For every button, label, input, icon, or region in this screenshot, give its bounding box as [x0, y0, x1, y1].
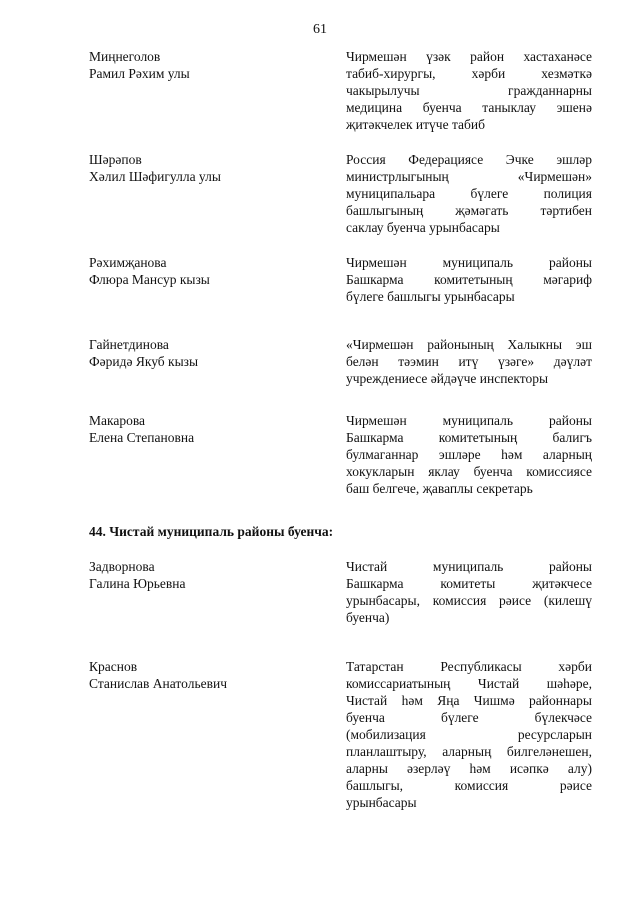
position-line: (мобилизация ресурсларын: [346, 727, 592, 742]
position-line: Чирмешән муниципаль районы: [346, 255, 592, 270]
member-entry: [0, 412, 640, 516]
position-line: урынбасары, комиссия рәисе (килешү: [346, 593, 592, 608]
member-name: [89, 558, 319, 592]
member-given-name: Флюра Мансур кызы: [89, 272, 210, 287]
member-position: [346, 336, 592, 387]
position-line: «Чирмешән районының Халыкны эш: [346, 337, 592, 352]
position-line: хокукларын яклау буенча комиссиясе: [346, 464, 592, 479]
member-position: [346, 558, 592, 626]
member-surname: Гайнетдинова: [89, 337, 169, 352]
member-given-name: Хәлил Шәфигулла улы: [89, 169, 221, 184]
commission-member-list: [0, 48, 640, 810]
position-line: министрлыгының «Чирмешән»: [346, 169, 592, 184]
member-entry: [0, 336, 640, 412]
position-line: табиб-хирургы, хәрби хезмәткә: [346, 66, 592, 81]
position-line: комиссариатының Чистай шәһәре,: [346, 676, 592, 691]
member-name: [89, 48, 319, 82]
member-name: [89, 412, 319, 446]
position-line: Чистай һәм Яңа Чишмә районнары: [346, 693, 592, 708]
position-line: Татарстан Республикасы хәрби: [346, 659, 592, 674]
position-line: белән тәэмин итү үзәге» дәүләт: [346, 354, 592, 369]
member-given-name: Станислав Анатольевич: [89, 676, 227, 691]
position-line: Россия Федерациясе Эчке эшләр: [346, 152, 592, 167]
member-position: [346, 151, 592, 236]
member-entry: [0, 558, 640, 658]
member-surname: Макарова: [89, 413, 146, 428]
member-given-name: Фәридә Якуб кызы: [89, 354, 199, 369]
member-entry: [0, 254, 640, 336]
position-line: саклау буенча урынбасары: [346, 220, 500, 235]
position-line: Башкарма комитеты җитәкчесе: [346, 576, 592, 591]
position-line: планлаштыру, аларның билгеләнешен,: [346, 744, 592, 759]
position-line: Башкарма комитетының балигъ: [346, 430, 592, 445]
position-line: башлыгының җәмәгать тәртибен: [346, 203, 592, 218]
section-heading-text: 44. Чистай муниципаль районы буенча:: [89, 524, 334, 539]
position-line: аларны әзерләү һәм исәпкә алу): [346, 761, 592, 776]
position-line: буенча бүлеге бүлекчәсе: [346, 710, 592, 725]
position-line: Чистай муниципаль районы: [346, 559, 592, 574]
member-given-name: Галина Юрьевна: [89, 576, 186, 591]
member-position: [346, 412, 592, 497]
member-position: [346, 254, 592, 305]
member-entry: [0, 48, 640, 151]
position-line: муниципальара бүлеге полиция: [346, 186, 592, 201]
member-surname: Рәхимҗанова: [89, 255, 167, 270]
member-name: [89, 151, 319, 185]
member-surname: Задворнова: [89, 559, 155, 574]
position-line: җитәкчелек итүче табиб: [346, 117, 485, 132]
member-surname: Краснов: [89, 659, 138, 674]
position-line: бүлеге башлыгы урынбасары: [346, 289, 515, 304]
position-line: урынбасары: [346, 795, 417, 810]
position-line: башлыгы, комиссия рәисе: [346, 778, 592, 793]
member-name: [89, 254, 319, 288]
position-line: Башкарма комитетының мәгариф: [346, 272, 592, 287]
position-line: учреждениесе әйдәүче инспекторы: [346, 371, 549, 386]
position-line: баш белгече, җаваплы секретарь: [346, 481, 533, 496]
member-given-name: Елена Степановна: [89, 430, 195, 445]
position-line: буенча): [346, 610, 390, 625]
position-line: Чирмешән муниципаль районы: [346, 413, 592, 428]
member-position: [346, 48, 592, 133]
member-surname: Шәрәпов: [89, 152, 142, 167]
member-name: [89, 658, 319, 692]
section-heading: [0, 516, 640, 558]
member-name: [89, 336, 319, 370]
member-given-name: Рамил Рәхим улы: [89, 66, 190, 81]
member-position: [346, 658, 592, 811]
position-line: чакырылучы гражданнарны: [346, 83, 592, 98]
member-surname: Миңнеголов: [89, 49, 161, 64]
position-line: Чирмешән үзәк район хастаханәсе: [346, 49, 592, 64]
position-line: булмаганнар эшләре һәм аларның: [346, 447, 592, 462]
position-line: медицина буенча таныклау эшенә: [346, 100, 592, 115]
member-entry: [0, 151, 640, 254]
page-number: 61: [313, 22, 327, 37]
